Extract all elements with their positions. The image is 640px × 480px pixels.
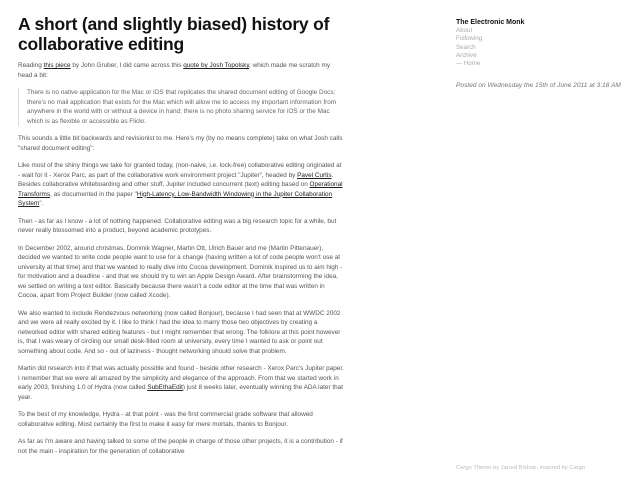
text: by John Gruber, I did came across this bbox=[70, 62, 184, 69]
operational-transforms-link[interactable]: Operational Transforms bbox=[18, 181, 343, 198]
text: Martin did research into if that was actually possible and found - beside other research - Xerox Parc's Jupiter paper. I remember that we were all amazed by the simplicity and elegance of the approach. From that we started work in early 2003, finishing 1.0 of Hydra (now called bbox=[18, 365, 344, 391]
pavel-curtis-link[interactable]: Pavel Curtis bbox=[297, 171, 332, 179]
paragraph-3 bbox=[18, 161, 344, 209]
text: Like most of the shiny things we take for granted today, (non-naive, i.e. lock-free) collaborative editing originated at - wait for it - Xerox Parc, as part of the collaborative work environment project "Jupiter", headed by bbox=[18, 162, 342, 179]
blog-title[interactable]: The Electronic Monk bbox=[456, 19, 525, 26]
paragraph-9: As far as I'm aware and having talked to some of the people in charge of those other projects, it is a contribution - if not the main - inspiration for the generation of collaborative bbox=[18, 438, 343, 455]
nav-following[interactable]: Following bbox=[456, 35, 483, 43]
sidebar bbox=[456, 18, 626, 91]
nav-about[interactable]: About bbox=[456, 27, 473, 34]
text: , as documented in the paper " bbox=[50, 190, 137, 198]
paragraph-4: Then - as far as I know - a lot of nothing happened. Collaborative editing was a big research topic for a while, but never really blossomed into a product, beyond academic prototypes. bbox=[18, 217, 337, 234]
nav-search[interactable]: Search bbox=[456, 43, 476, 51]
subethaedit-link[interactable]: SubEthaEdit bbox=[147, 384, 183, 391]
nav-home[interactable]: — Home bbox=[456, 60, 481, 68]
paragraph-8: To the best of my knowledge, Hydra - at that point - was the first commercial grade software that allowed collaborative editing. Most certainly the first to make it easy for mere mortals, thanks to Bonjour. bbox=[18, 411, 313, 428]
this-piece-link[interactable]: this piece bbox=[43, 62, 71, 69]
text: ) just 8 weeks later, eventually winning the ADA later that year. bbox=[18, 384, 344, 401]
text: . Besides collaborative whiteboarding and other stuff, Jupiter included concurrent (text) editing based on bbox=[18, 171, 334, 188]
jupiter-paper-link[interactable]: High-Latency, Low-Bandwidth Windowing in the Jupiter Collaboration System bbox=[18, 190, 333, 207]
text: ". bbox=[39, 200, 44, 207]
blockquote: There is no native application for the Mac or iOS that replicates the shared document editing of Google Docs; there's no mail application that exists for the Mac which will allow me to access my important information from anywhere in the world with or without a device in hand; there is no photo sharing service for iOS or the Mac which is as flexible or accessible as Flickr. bbox=[18, 88, 344, 126]
paragraph-2: This sounds a little bit backwards and revisionist to me. Here's my (by no means complete) take on what Josh calls "shared document editing": bbox=[18, 135, 343, 152]
paragraph-1 bbox=[18, 61, 344, 80]
paragraph-5: In December 2002, around christmas, Dominik Wagner, Martin Ott, Ulrich Bauer and me (Martin Pittenauer), decided we wanted to write code people want to use for a change (having written a lot of code people won't use at university at that time) and that we wanted to really dive into Cocoa development. Dominik inspired us to aim high - for motivation and a deadline - and that we should try to win an Apple Design Award. After brainstorming the idea, we settled on writing a text editor. Basically because there wasn't a code editor at the time that was written in Cocoa, apart from Project Builder (now called Xcode). bbox=[18, 244, 343, 299]
nav-archive[interactable]: Archive bbox=[456, 51, 477, 59]
text: , which made me scratch my head a bit: bbox=[18, 62, 331, 79]
paragraph-6: We also wanted to include Rendezvous networking (now called Bonjour), because I had seen that at WWDC 2002 and we were all really excited by it. I like to think I had the idea to marry those two objectives by creating a networked editor with shared editing features - but I might remember that wrong. The folklore at this point however is, that I was weary of circling our small desk-filled room at university, every time I wanted to ask or point out something about code. And so - out of laziness - thought networking should solve that problem. bbox=[18, 309, 341, 355]
text: Reading bbox=[18, 62, 44, 69]
quote-link[interactable]: quote by Josh Topolsky bbox=[183, 62, 250, 69]
post-column bbox=[18, 14, 344, 464]
footer-credit: Cargo Theme by Jarred Bishop, inspired by Cargo bbox=[456, 465, 586, 471]
post-title: A short (and slightly biased) history of collaborative editing bbox=[18, 14, 330, 54]
paragraph-7 bbox=[18, 364, 344, 402]
posted-date: Posted on Wednesday the 15th of June 2011 at 3:18 AM bbox=[456, 82, 621, 90]
